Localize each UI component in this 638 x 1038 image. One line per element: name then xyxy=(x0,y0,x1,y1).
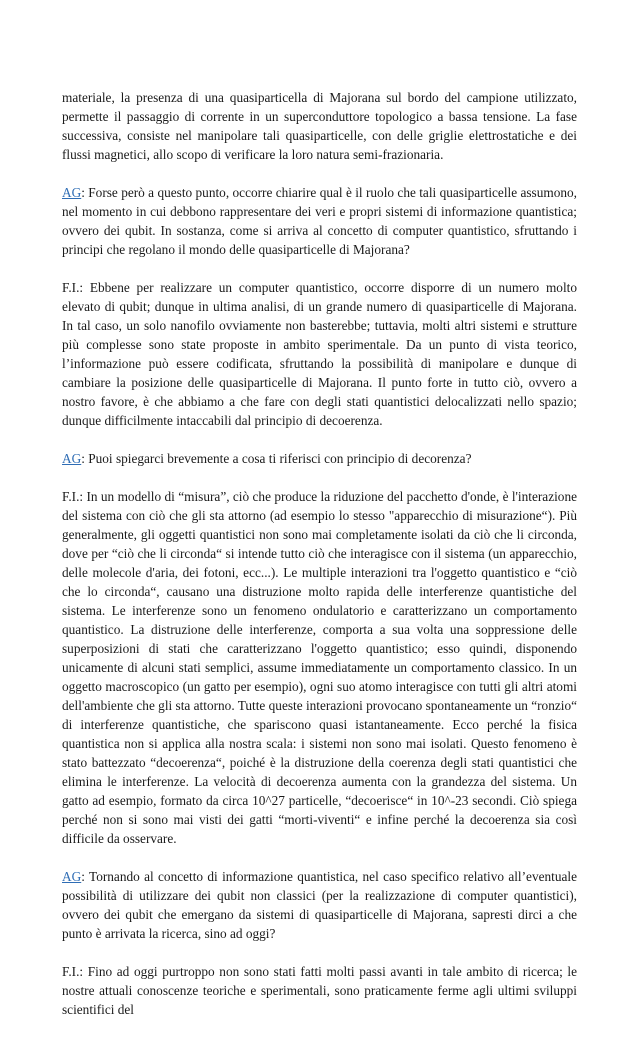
paragraph-continuation xyxy=(62,88,577,164)
paragraph-text: : Tornando al concetto di informazione quantistica, nel caso specifico relativo all’eventuale possibilità di utilizzare dei qubit non classici (per la realizzazione di computer quantistici), ovvero dei qubit che emergano da sistemi di quasiparticelle di Majorana, sapresti dirci a che punto è arrivata la ricerca, sino ad oggi? xyxy=(62,869,577,941)
paragraph-answer-fi xyxy=(62,487,577,848)
paragraph-text: materiale, la presenza di una quasiparticella di Majorana sul bordo del campione utilizzato, permette il passaggio di corrente in un superconduttore topologico a bassa tensione. La fase successiva, consiste nel manipolare tali quasiparticelle, con delle griglie elettrostatiche e dei flussi magnetici, allo scopo di verificare la loro natura semi-frazionaria. xyxy=(62,90,577,162)
speaker-ag-link[interactable]: AG xyxy=(62,451,82,466)
paragraph-text: F.I.: Ebbene per realizzare un computer quantistico, occorre disporre di un numero molto elevato di qubit; dunque in ultima analisi, di un grande numero di quasiparticelle di Majorana. In tal caso, un solo nanofilo ovviamente non basterebbe; tuttavia, molti altri sistemi e strutture più complesse sono state proposte in ambito sperimentale. Da un punto di vista teorico, l’informazione può essere codificata, sfruttando la possibilità di manipolare e dunque di cambiare la posizione delle quasiparticelle di Majorana. Il punto forte in tutto ciò, ovvero a nostro favore, è che abbiamo a che fare con degli stati quantistici delocalizzati nello spazio; dunque difficilmente intaccabili dal principio di decoerenza. xyxy=(62,280,577,428)
paragraph-question-ag xyxy=(62,449,577,468)
document-body xyxy=(62,88,577,1038)
paragraph-text: F.I.: In un modello di “misura”, ciò che produce la riduzione del pacchetto d'onde, è l'interazione del sistema con ciò che gli sta attorno (ad esempio lo stesso "apparecchio di misurazione“). Più generalmente, gli oggetti quantistici non sono mai completamente isolati da ciò che li circonda, dove per “ciò che li circonda“ si intende tutto ciò che interagisce con il sistema (un apparecchio, delle molecole d'aria, dei fotoni, ecc...). Le multiple interazioni tra l'oggetto quantistico e “ciò che lo circonda“, causano una distruzione molto rapida delle interferenze quantistiche del sistema. Le interferenze sono un fenomeno ondulatorio e caratterizzano un comportamento quantistico. La distruzione delle interferenze, comporta a sua volta una soppressione delle superposizioni di stati che caratterizzano l'oggetto quantistico; esso quindi, disponendo unicamente di alcuni stati semplici, assume immediatamente un comportamento classico. In un oggetto macroscopico (un gatto per esempio), ogni suo atomo interagisce con tutti gli altri atomi dell'ambiente che gli sta attorno. Tutte queste interazioni provocano spontaneamente un “ronzio“ di interferenze quantistiche, che spariscono quasi istantaneamente. Ecco perché la fisica quantistica non si applica alla nostra scala: i sistemi non sono mai isolati. Questo fenomeno è stato battezzato “decoerenza“, poiché è la distruzione della coerenza degli stati quantistici che elimina le interferenze. La velocità di decoerenza aumenta con la grandezza del sistema. Un gatto ad esempio, formato da circa 10^27 particelle, “decoerisce“ in 10^-23 secondi. Ciò spiega perché non si sono mai visti dei gatti “morti-viventi“ e infine perché la decoerenza sia così difficile da osservare. xyxy=(62,489,577,846)
paragraph-question-ag xyxy=(62,867,577,943)
paragraph-text: : Forse però a questo punto, occorre chiarire qual è il ruolo che tali quasiparticelle assumono, nel momento in cui debbono rappresentare dei veri e propri sistemi di informazione quantistica; ovvero dei qubit. In sostanza, come si arriva al concetto di computer quantistico, sfruttando i principi che regolano il mondo delle quasiparticelle di Majorana? xyxy=(62,185,577,257)
paragraph-answer-fi xyxy=(62,278,577,430)
paragraph-answer-fi xyxy=(62,962,577,1019)
paragraph-question-ag xyxy=(62,183,577,259)
paragraph-text: : Puoi spiegarci brevemente a cosa ti riferisci con principio di decorenza? xyxy=(81,451,472,466)
paragraph-text: F.I.: Fino ad oggi purtroppo non sono stati fatti molti passi avanti in tale ambito di ricerca; le nostre attuali conoscenze teoriche e sperimentali, sono praticamente ferme agli ultimi sviluppi scientifici del xyxy=(62,964,577,1017)
speaker-ag-link[interactable]: AG xyxy=(62,185,82,200)
speaker-ag-link[interactable]: AG xyxy=(62,869,82,884)
